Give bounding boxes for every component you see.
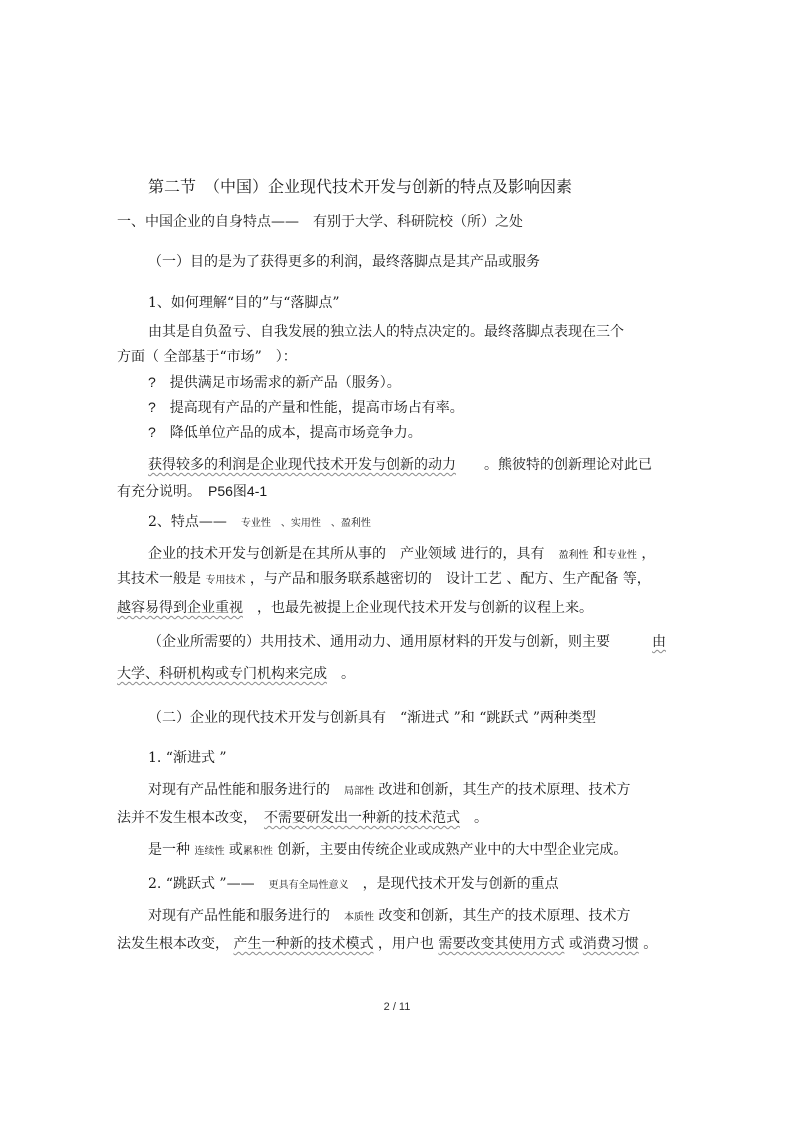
underlined-text: 由 <box>652 634 666 650</box>
text: 等， <box>622 571 651 587</box>
text: 改进和创新，其生产的技术原理、技术方 <box>378 782 631 798</box>
text: 设计工艺 、配方、生产配备 <box>445 571 619 587</box>
small-text: 本质性 <box>344 912 374 923</box>
paragraph-line <box>117 598 593 618</box>
list-item-text: 降低单位产品的成本，提高市场竞争力。 <box>169 425 422 441</box>
text: 。熊彼特的创新理论对此已 <box>484 457 652 473</box>
paragraph-line <box>148 906 630 928</box>
text: 法发生根本改变， <box>117 936 229 952</box>
small-text: 专用技术 <box>205 575 246 586</box>
paragraph-line <box>117 808 488 828</box>
text: （企业所需要的）共用技术、通用动力、通用原材料的开发与创新，则主要 <box>148 634 610 650</box>
text: 企业的技术开发与创新是在其所从事的 <box>148 546 386 562</box>
text: 改变和创新，其生产的技术原理、技术方 <box>378 908 631 924</box>
text: 产业领域 <box>400 546 456 562</box>
page-number: 2 / 11 <box>383 1001 411 1013</box>
small-text: 累积性 <box>242 846 273 857</box>
subsection-heading: （一）目的是为了获得更多的利润，最终落脚点是其产品或服务 <box>148 254 540 270</box>
list-item <box>148 372 401 393</box>
small-text: 局部性 <box>344 786 374 797</box>
paragraph-line <box>148 840 627 862</box>
text: 创新，主要由传统企业或成熟产业中的大中型企业完成。 <box>277 842 628 858</box>
small-text: 盈利性 <box>558 550 589 561</box>
text: 。 <box>341 666 355 682</box>
paragraph-line <box>148 455 652 475</box>
paragraph-line <box>117 569 651 591</box>
subsection-heading: （二）企业的现代技术开发与创新具有 “渐进式 ”和 “跳跃式 ”两种类型 <box>148 710 596 726</box>
figure-reference: P56图4-1 <box>208 483 268 499</box>
small-text: 连续性 <box>194 846 225 857</box>
underlined-text: 产生一种新的技术模式 <box>233 936 374 952</box>
paragraph-line <box>148 780 630 802</box>
text: 是一种 <box>148 842 190 858</box>
text: 。 <box>474 810 488 826</box>
item-heading <box>148 512 371 534</box>
list-item-text: 提高现有产品的产量和性能，提高市场占有率。 <box>169 400 464 416</box>
list-item-text: 提供满足市场需求的新产品（服务）。 <box>169 375 401 391</box>
text: ，与产品和服务联系越密切的 <box>249 571 432 587</box>
paragraph-line: 由其是自负盈亏、自我发展的独立法人的特点决定的。最终落脚点表现在三个 <box>148 324 624 340</box>
text: ，也最先被提上企业现代技术开发与创新的议程上来。 <box>257 600 593 616</box>
text: 进行的，具有 <box>460 546 545 562</box>
underlined-text: 越容易得到企业重视 <box>117 600 243 616</box>
underlined-text: 需要改变其使用方式 <box>438 936 565 952</box>
small-text: 专业性 <box>606 550 637 561</box>
paragraph-line <box>117 481 267 502</box>
small-text: 专业性 、实用性 、盈利性 <box>240 518 371 529</box>
text: ， <box>641 546 656 562</box>
text: 法并不发生根本改变， <box>117 810 250 826</box>
item-heading: 1. “渐进式 ” <box>148 750 227 766</box>
text: 2. “跳跃式 ”—— <box>148 876 255 892</box>
bullet-marker: ? <box>148 399 156 415</box>
text: 对现有产品性能和服务进行的 <box>148 782 330 798</box>
small-text: 更具有全局性意义 <box>268 880 349 891</box>
item-heading: 1、如何理解“目的”与“落脚点” <box>148 295 340 311</box>
paragraph-line <box>148 544 655 566</box>
list-item <box>148 422 422 443</box>
text: 。 <box>643 936 658 952</box>
paragraph-line <box>148 632 666 652</box>
underlined-text: 获得较多的利润是企业现代技术开发与创新的动力 <box>148 457 456 473</box>
text: ，是现代技术开发与创新的重点 <box>362 876 559 892</box>
text: 有充分说明。 <box>117 484 194 500</box>
bullet-marker: ? <box>148 374 156 390</box>
underlined-text: 消费习惯 <box>582 936 639 952</box>
text: 或 <box>568 936 583 952</box>
underlined-text: 大学、科研机构或专门机构来完成 <box>117 666 327 682</box>
paragraph-line <box>117 664 355 684</box>
text: 2、特点—— <box>148 514 227 530</box>
text: 其技术一般是 <box>117 571 201 587</box>
text: 对现有产品性能和服务进行的 <box>148 908 330 924</box>
text: 或 <box>228 842 243 858</box>
text: 和 <box>592 546 607 562</box>
page-title: 第二节 （中国）企业现代技术开发与创新的特点及影响因素 <box>148 177 573 196</box>
list-item <box>148 397 464 418</box>
paragraph-line: 方面（ 全部基于“市场” ）： <box>117 349 297 365</box>
item-heading <box>148 874 559 896</box>
paragraph-line <box>117 934 657 954</box>
underlined-text: 不需要研发出一种新的技术范式 <box>264 810 460 826</box>
bullet-marker: ? <box>148 424 156 440</box>
section-heading: 一、中国企业的自身特点—— 有别于大学、科研院校（所）之处 <box>117 214 523 230</box>
text: ，用户也 <box>377 936 434 952</box>
